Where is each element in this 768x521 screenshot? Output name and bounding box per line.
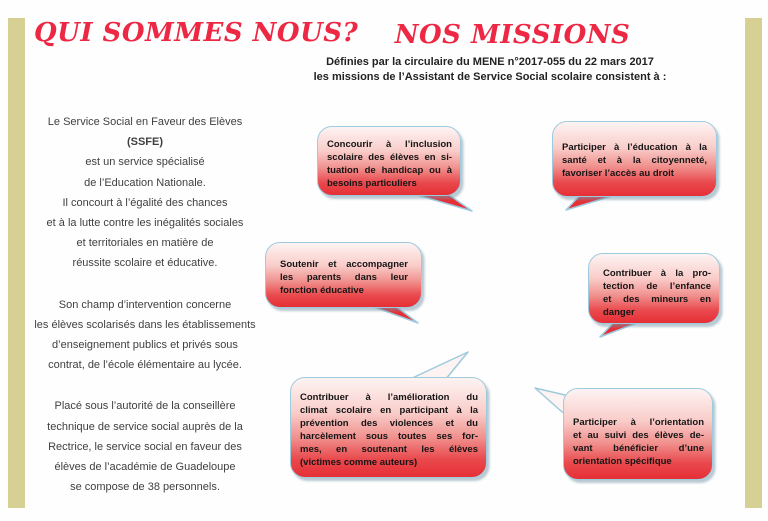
text-line: Il concourt à l’égalité des chances	[62, 196, 228, 209]
text-line: santé et à la citoyenneté,	[562, 155, 707, 166]
mission-bubble-sante	[552, 121, 717, 197]
text-line: et au suivi des élèves de-	[573, 430, 704, 441]
mission-bubble-climat	[290, 377, 487, 478]
text-line: Rectrice, le service social en faveur des	[48, 440, 242, 453]
missions-subtitle-line2: les missions de l’Assistant de Service Social scolaire consistent à :	[313, 71, 667, 83]
text-line: et des mineurs en	[603, 294, 711, 305]
text-line: et territoriales en matière de	[76, 237, 214, 250]
text-line: tuation de handicap ou à	[327, 165, 452, 176]
mission-bubble-inclusion	[317, 126, 461, 196]
who-are-we-text	[28, 112, 262, 518]
mission-tail-climat	[408, 352, 468, 380]
text-line: mes, en soutenant les élèves	[300, 444, 478, 455]
missions-subtitle	[280, 55, 700, 85]
right-accent-bar	[745, 18, 762, 508]
text-line: orientation spécifique	[573, 456, 672, 467]
mission-bubble-parents	[265, 242, 422, 308]
text-line: et à la lutte contre les inégalités sociales	[46, 217, 244, 230]
text-line: besoins particuliers	[327, 178, 417, 189]
text-line: réussite scolaire et éducative.	[72, 257, 218, 270]
text-line: climat scolaire en participant à la	[300, 405, 478, 416]
left-accent-bar	[8, 18, 25, 508]
mission-bubble-protection	[588, 253, 720, 324]
text-line: technique de service social auprès de la	[47, 420, 243, 433]
text-line: harcèlement sous toutes ses for-	[300, 431, 478, 442]
missions-subtitle-line1: Définies par la circulaire du MENE n°2017-055 du 22 mars 2017	[326, 56, 654, 68]
text-line: est un service spécialisé	[85, 156, 205, 169]
mission-bubble-orientation	[563, 388, 713, 480]
text-line: favoriser l’accès au droit	[562, 168, 674, 179]
text-line: Concourir à l’inclusion	[327, 139, 452, 150]
text-line: Placé sous l’autorité de la conseillère	[54, 400, 236, 413]
text-line: contrat, de l’école élémentaire au lycée.	[48, 359, 242, 372]
text-line: (victimes comme auteurs)	[300, 457, 418, 468]
text-line: les parents dans leur	[280, 272, 408, 283]
paragraph-organisation	[28, 396, 262, 497]
text-line: Contribuer à l’amélioration du	[300, 392, 478, 403]
who-are-we-title: QUI SOMMES NOUS?	[34, 18, 359, 48]
text-line: élèves de l’académie de Guadeloupe	[54, 461, 236, 474]
text-line: tection de l’enfance	[603, 281, 711, 292]
text-line: les élèves scolarisés dans les établissements	[34, 318, 256, 331]
text-line: fonction éducative	[280, 285, 364, 296]
text-line: Participer à l’orientation	[573, 417, 704, 428]
text-line: se compose de 38 personnels.	[70, 481, 220, 494]
text-line: d’enseignement publics et privés sous	[52, 339, 238, 352]
text-line: Participer à l’éducation à la	[562, 142, 707, 153]
text-line: Soutenir et accompagner	[280, 259, 408, 270]
text-line: Le Service Social en Faveur des Elèves	[47, 116, 243, 128]
paragraph-scope	[28, 295, 262, 376]
text-line: de l’Education Nationale.	[84, 176, 206, 189]
paragraph-service-description	[28, 112, 262, 274]
text-line: scolaire des élèves en si-	[327, 152, 452, 163]
text-line: Son champ d’intervention concerne	[58, 298, 232, 311]
text-line: Contribuer à la pro-	[603, 268, 711, 279]
our-missions-title: NOS MISSIONS	[394, 20, 631, 50]
text-line: prévention des violences et du	[300, 418, 478, 429]
text-line: (SSFE)	[126, 136, 164, 149]
text-line: danger	[603, 307, 635, 318]
text-line: vant bénéficier d’une	[573, 443, 704, 454]
